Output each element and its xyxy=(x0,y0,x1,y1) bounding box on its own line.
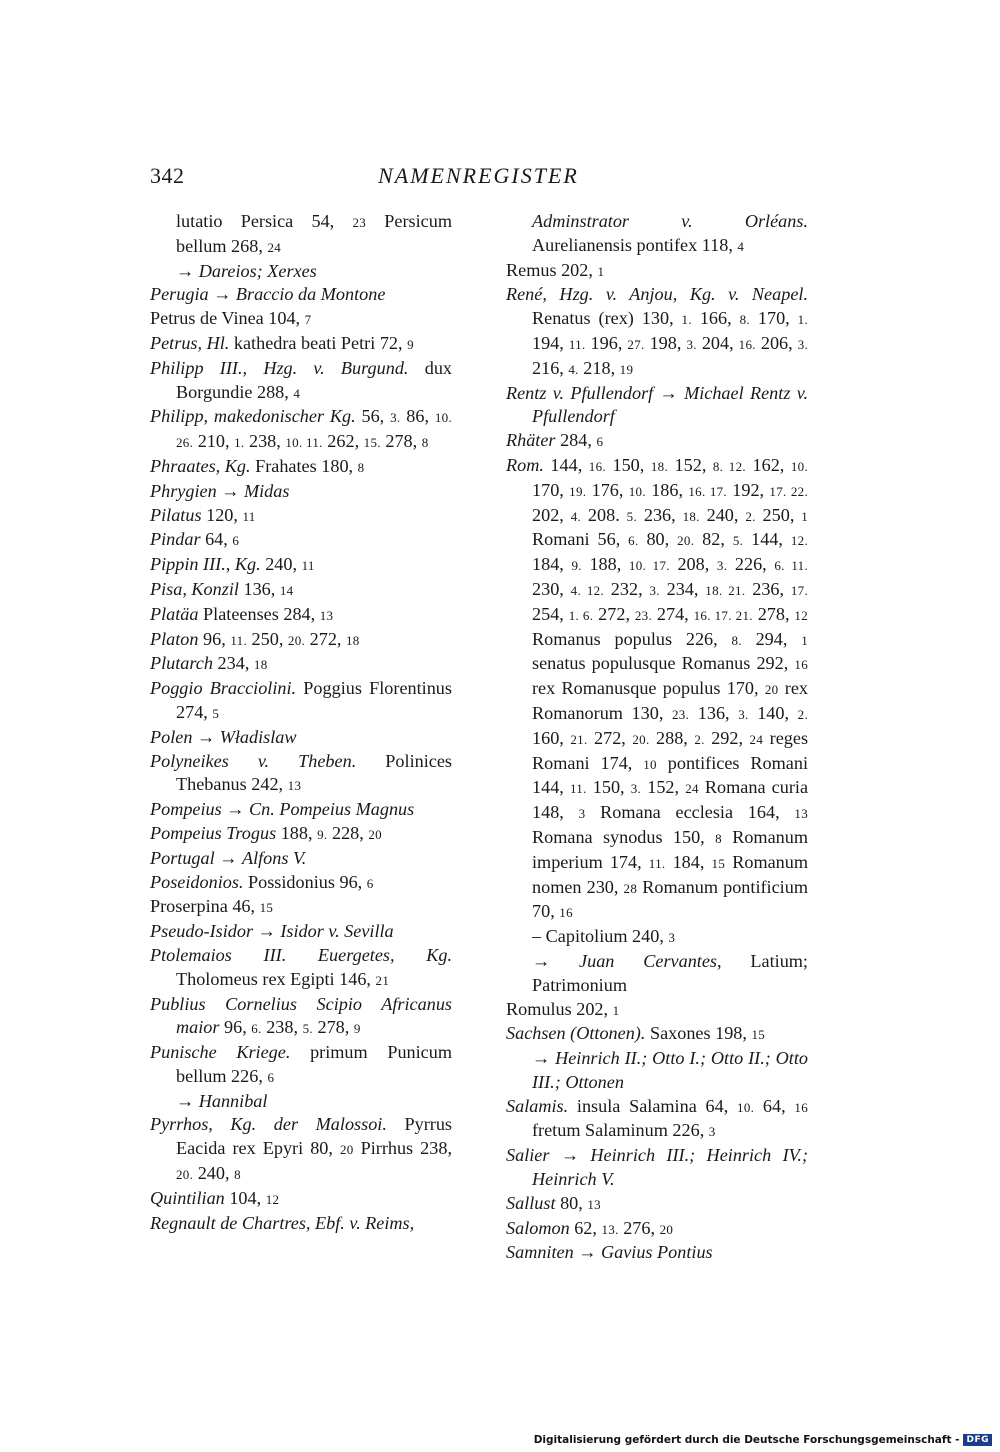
index-entry: Portugal → Alfons V. xyxy=(150,847,307,868)
index-entry: Adminstrator v. Orléans. Aurelianensis pontifex 118, 4 xyxy=(532,211,808,255)
index-entry: Regnault de Chartres, Ebf. v. Reims, xyxy=(150,1212,415,1233)
index-entry: Petrus de Vinea 104, 7 xyxy=(150,308,312,329)
index-entry: René, Hzg. v. Anjou, Kg. v. Neapel. Renatus (rex) 130, 1. 166, 8. 170, 1. 194, 11. 196, 27. 198, 3. 204, 16. 206, 3. 216, 4. 218, 19 xyxy=(506,284,809,378)
index-entry: Rom. 144, 16. 150, 18. 152, 8. 12. 162, 10. 170, 19. 176, 10. 186, 16. 17. 192, 17. 22. 202, 4. 208. 5. 236, 18. 240, 2. 250, 1 Romani 56, 6. 80, 20. 82, 5. 144, 12. 184, 9. 188, 10. 17. 208, 3. 226, 6. 11. 230, 4. 12. 232, 3. 234, 18. 21. 236, 17. 254, 1. 6. 272, 23. 274, 16. 17. 21. 278, 12 Romanus populus 226, 8. 294, 1 senatus populusque Romanus 292, 16 rex Romanusque populus 170, 20 rex Romanorum 130, 23. 136, 3. 140, 2. 160, 21. 272, 20. 288, 2. 292, 24 reges Romani 174, 10 pontifices Romani 144, 11. 150, 3. 152, 24 Romana curia 148, 3 Romana ecclesia 164, 13 Romana synodus 150, 8 Romanum imperium 174, 11. 184, 15 Romanum nomen 230, 28 Romanum pontificium 70, 16 xyxy=(506,454,809,922)
index-entry: Sachsen (Ottonen). Saxones 198, 15 xyxy=(506,1023,766,1044)
index-entry: Ptolemaios III. Euergetes, Kg. Tholomeus rex Egipti 146, 21 xyxy=(150,944,452,989)
index-entry: – Capitolium 240, 3 xyxy=(532,926,676,947)
index-entry: Salomon 62, 13. 276, 20 xyxy=(506,1217,674,1238)
index-entry: Pippin III., Kg. 240, 11 xyxy=(150,554,315,575)
index-entry: Pseudo-Isidor → Isidor v. Sevilla xyxy=(150,921,394,942)
index-entry: → Heinrich II.; Otto I.; Otto II.; Otto III.; Ottonen xyxy=(532,1048,809,1092)
index-entry: Plutarch 234, 18 xyxy=(150,653,268,674)
dfg-logo: DFG xyxy=(963,1434,992,1446)
index-entry: Quintilian 104, 12 xyxy=(150,1187,280,1208)
index-entry: Phrygien → Midas xyxy=(150,480,290,501)
footer-text: Digitalisierung gefördert durch die Deutsche Forschungsgemeinschaft - xyxy=(533,1434,960,1446)
index-entry: Petrus, Hl. kathedra beati Petri 72, 9 xyxy=(150,332,414,353)
index-entry: Poseidonios. Possidonius 96, 6 xyxy=(150,871,374,892)
index-entry: Publius Cornelius Scipio Africanus maior 96, 6. 238, 5. 278, 9 xyxy=(150,993,452,1038)
page-number: 342 xyxy=(150,163,185,188)
index-entry: Rhäter 284, 6 xyxy=(506,430,604,451)
footer-credit xyxy=(534,1434,992,1446)
index-entry: Punische Kriege. primum Punicum bellum 226, 6 xyxy=(150,1042,452,1086)
index-entry: Philipp III., Hzg. v. Burgund. dux Borgundie 288, 4 xyxy=(150,357,452,402)
index-entry: → Juan Cervantes, Latium; Patrimonium xyxy=(532,950,808,995)
index-entry: Pindar 64, 6 xyxy=(150,529,240,550)
index-entry: Platon 96, 11. 250, 20. 272, 18 xyxy=(150,628,360,649)
index-entry: Rentz v. Pfullendorf → Michael Rentz v. Pfullendorf xyxy=(506,382,808,427)
index-entry: → Dareios; Xerxes xyxy=(176,260,317,281)
index-entry: Proserpina 46, 15 xyxy=(150,896,274,917)
index-column-right xyxy=(506,210,808,1265)
index-entry: Pompeius Trogus 188, 9. 228, 20 xyxy=(150,822,382,843)
index-entry: Romulus 202, 1 xyxy=(506,998,620,1019)
index-entry: Polen → Władislaw xyxy=(150,726,297,747)
index-entry: Remus 202, 1 xyxy=(506,259,605,280)
index-entry: Pilatus 120, 11 xyxy=(150,504,256,525)
running-title: NAMENREGISTER xyxy=(378,163,579,188)
index-entry: Polyneikes v. Theben. Polinices Thebanus 242, 13 xyxy=(150,750,452,795)
index-entry: → Hannibal xyxy=(176,1090,268,1111)
index-entry: Pyrrhos, Kg. der Malossoi. Pyrrus Eacida rex Epyri 80, 20 Pirrhus 238, 20. 240, 8 xyxy=(150,1114,453,1184)
index-entry: Philipp, makedonischer Kg. 56, 3. 86, 10. 26. 210, 1. 238, 10. 11. 262, 15. 278, 8 xyxy=(150,406,453,452)
index-entry: Sallust 80, 13 xyxy=(506,1192,601,1213)
index-entry: Phraates, Kg. Frahates 180, 8 xyxy=(150,455,365,476)
index-entry: lutatio Persica 54, 23 Persicum bellum 268, 24 xyxy=(176,211,452,256)
index-entry: Samniten → Gavius Pontius xyxy=(506,1242,713,1263)
index-entry: Poggio Bracciolini. Poggius Florentinus 274, 5 xyxy=(150,678,452,722)
index-entry: Salamis. insula Salamina 64, 10. 64, 16 fretum Salaminum 226, 3 xyxy=(506,1095,809,1141)
index-entry: Perugia → Braccio da Montone xyxy=(150,284,386,305)
index-column-left xyxy=(150,210,452,1235)
index-entry: Salier → Heinrich III.; Heinrich IV.; Heinrich V. xyxy=(506,1145,809,1190)
index-entry: Pisa, Konzil 136, 14 xyxy=(150,578,294,599)
index-entry: Pompeius → Cn. Pompeius Magnus xyxy=(150,799,415,820)
index-entry: Platäa Plateenses 284, 13 xyxy=(150,603,334,624)
